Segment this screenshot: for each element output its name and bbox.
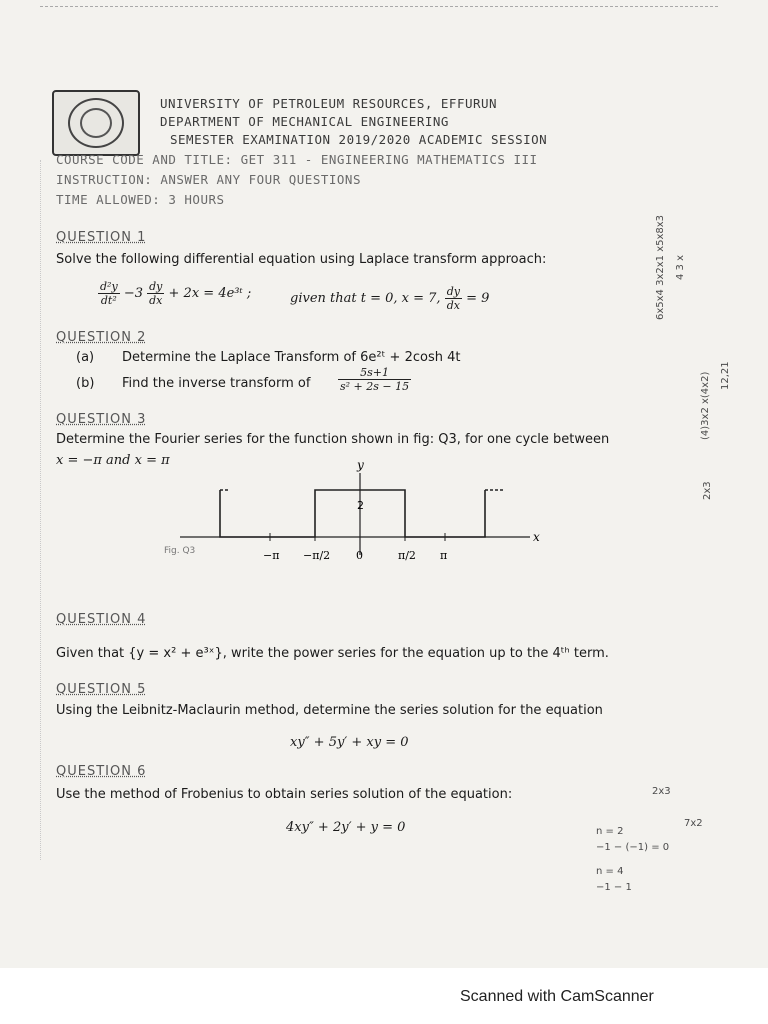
q4-text: Given that {y = x² + e³ˣ}, write the power series for the equation up to the 4ᵗʰ term. bbox=[56, 646, 609, 661]
crest-inner-ring bbox=[80, 108, 112, 138]
q6-equation: 4xy″ + 2y′ + y = 0 bbox=[286, 820, 406, 835]
q2a-label: (a) bbox=[76, 350, 95, 365]
tick-label-minus-pi: −π bbox=[263, 549, 280, 562]
q2b-text: Find the inverse transform of bbox=[122, 376, 311, 391]
q2a-text: Determine the Laplace Transform of 6e²ᵗ + 2cosh 4t bbox=[122, 350, 461, 365]
square-wave bbox=[220, 490, 485, 537]
q1-dydx-fraction: $\frac{dy}{dx}$ bbox=[149, 280, 163, 307]
margin-note-4: 12,21 bbox=[720, 361, 731, 390]
q6-heading: QUESTION 6 bbox=[56, 764, 147, 779]
header-instruction: INSTRUCTION: ANSWER ANY FOUR QUESTIONS bbox=[56, 172, 361, 187]
q1-given-fraction: $\frac{dy}{dx}$ bbox=[446, 285, 460, 312]
q2b-label: (b) bbox=[76, 376, 95, 391]
side-note-4: −1 − 1 bbox=[596, 882, 632, 893]
university-crest bbox=[52, 90, 140, 156]
margin-note-5: 2x3 bbox=[702, 481, 713, 500]
q6-text: Use the method of Frobenius to obtain series solution of the equation: bbox=[56, 787, 513, 802]
header-university: UNIVERSITY OF PETROLEUM RESOURCES, EFFURUN bbox=[160, 96, 498, 111]
q4-heading: QUESTION 4 bbox=[56, 612, 147, 627]
margin-note-1: 6x5x4 3x2x1 x5x8x3 bbox=[655, 214, 666, 320]
q2-heading: QUESTION 2 bbox=[56, 330, 147, 345]
level-label: 2 bbox=[357, 499, 364, 512]
q1-heading: QUESTION 1 bbox=[56, 230, 147, 245]
q3-figure bbox=[160, 455, 560, 575]
y-label: y bbox=[357, 458, 364, 472]
q3-interval: x = −π and x = π bbox=[56, 453, 170, 468]
q1-text: Solve the following differential equation using Laplace transform approach: bbox=[56, 252, 547, 267]
q2b-fraction: $\frac{5s+1}{\text{s² + 2s − 15}}$ bbox=[340, 366, 410, 393]
tick-label-half-pi: π/2 bbox=[398, 549, 416, 562]
tick-label-zero: 0 bbox=[356, 549, 363, 562]
margin-note-2: 4 3 x bbox=[675, 255, 686, 280]
q3-text: Determine the Fourier series for the function shown in fig: Q3, for one cycle between bbox=[56, 432, 610, 447]
tick-label-minus-half-pi: −π/2 bbox=[303, 549, 331, 562]
x-label: x bbox=[533, 530, 540, 544]
header-exam: SEMESTER EXAMINATION 2019/2020 ACADEMIC SESSION bbox=[170, 132, 548, 147]
tick-label-pi: π bbox=[440, 549, 448, 562]
q3-heading: QUESTION 3 bbox=[56, 412, 147, 427]
q5-text: Using the Leibnitz-Maclaurin method, determine the series solution for the equation bbox=[56, 703, 603, 718]
page-edge-marks bbox=[40, 160, 47, 860]
q5-equation: xy″ + 5y′ + xy = 0 bbox=[290, 735, 409, 750]
side-note-5: 2x3 bbox=[652, 786, 671, 797]
side-note-3: n = 4 bbox=[596, 866, 624, 877]
scanner-watermark: Scanned with CamScanner bbox=[460, 988, 654, 1005]
fig-label: Fig. Q3 bbox=[164, 546, 196, 556]
q5-heading: QUESTION 5 bbox=[56, 682, 147, 697]
side-note-2: −1 − (−1) = 0 bbox=[596, 842, 670, 853]
q1-equation: $\frac{\text{d²y}}{\text{dt²}}$ −3 $\frac{dy}{dx}$ + 2x = 4e³ᵗ ; bbox=[100, 280, 252, 307]
q1-initial-conditions: given that t = 0, x = 7, $\frac{dy}{dx}$ = 9 bbox=[290, 285, 490, 312]
margin-note-3: (4)3x2 x(4x2) bbox=[700, 371, 711, 440]
header-time: TIME ALLOWED: 3 HOURS bbox=[56, 192, 225, 207]
side-note-1: n = 2 bbox=[596, 826, 624, 837]
side-note-6: 7x2 bbox=[684, 818, 703, 829]
q1-d2y-fraction: $\frac{\text{d²y}}{\text{dt²}}$ bbox=[100, 280, 118, 307]
header-course: COURSE CODE AND TITLE: GET 311 - ENGINEERING MATHEMATICS III bbox=[56, 152, 538, 167]
header-department: DEPARTMENT OF MECHANICAL ENGINEERING bbox=[160, 114, 449, 129]
